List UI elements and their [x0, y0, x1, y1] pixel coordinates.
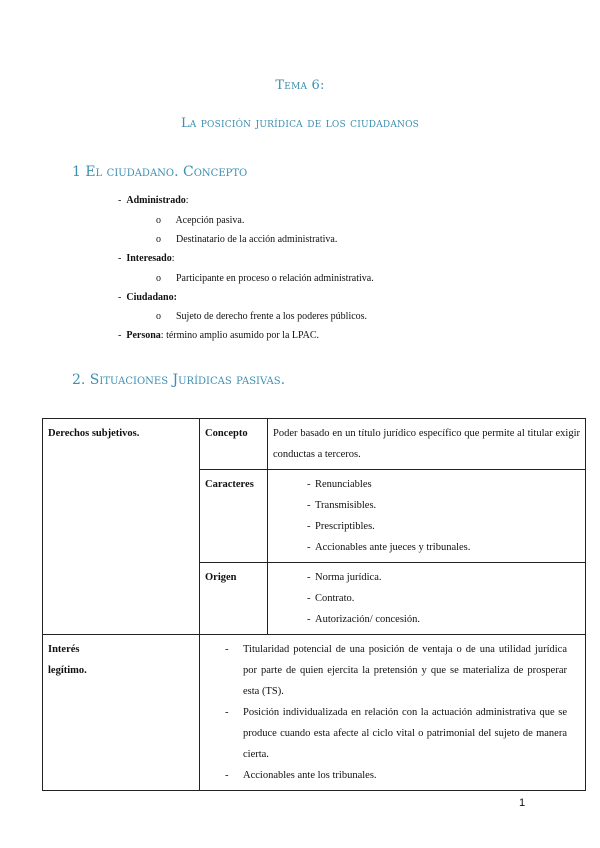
section-1-heading: 1 El ciudadano. Concepto [72, 164, 248, 180]
sub-item: o Sujeto de derecho frente a los poderes públicos. [156, 311, 368, 322]
term-administrado: Administrado [126, 195, 186, 206]
list-item: - Renunciables [273, 474, 580, 495]
interes-label-line: Interés [48, 644, 80, 655]
origen-list [268, 563, 586, 635]
list-item: - Contrato. [273, 588, 580, 609]
term-ciudadano: Ciudadano: [126, 292, 177, 303]
interes-list [200, 635, 586, 791]
term-persona: Persona [126, 330, 161, 341]
derechos-label: Derechos subjetivos. [43, 419, 200, 635]
sub-item-text: Sujeto de derecho frente a los poderes públicos. [176, 311, 368, 322]
list-item: - Prescriptibles. [273, 516, 580, 537]
sub-item: o Participante en proceso o relación administrativa. [156, 273, 374, 284]
list-item: - Titularidad potencial de una posición de ventaja o de una utilidad jurídica por parte de quien ejercita la pretensión y que se materializa de prosperar esta (TS). [225, 639, 567, 702]
table-row [43, 635, 586, 791]
concepto-label: Concepto [200, 419, 268, 470]
term-interesado: Interesado [126, 253, 172, 264]
list-item: - Administrado: [118, 195, 189, 206]
list-item: - Autorización/ concesión. [273, 609, 580, 630]
list-item: - Norma jurídica. [273, 567, 580, 588]
sub-item-text: Destinatario de la acción administrativa. [176, 234, 338, 245]
document-subtitle: La posición jurídica de los ciudadanos [180, 116, 420, 131]
term-suffix: : término amplio asumido por la LPAC. [160, 330, 320, 341]
section-2-heading: 2. Situaciones Jurídicas pasivas. [72, 372, 286, 388]
term-suffix: : [171, 253, 175, 264]
term-suffix: : [185, 195, 189, 206]
document-title: Tema 6: [275, 78, 325, 93]
list-item: - Posición individualizada en relación con la actuación administrativa que se produce cuando esta afecte al ciclo vital o patrimonial del sujeto de manera cierta. [225, 702, 567, 765]
sub-item: o Acepción pasiva. [156, 215, 245, 226]
list-item: - Interesado: [118, 253, 175, 264]
sub-item: o Destinatario de la acción administrativa. [156, 234, 338, 245]
origen-label: Origen [200, 563, 268, 635]
concepto-text: Poder basado en un título jurídico específico que permite al titular exigir conductas a terceros. [268, 419, 586, 470]
sub-item-text: Acepción pasiva. [175, 215, 245, 226]
list-item: - Transmisibles. [273, 495, 580, 516]
list-item: - Accionables ante los tribunales. [225, 765, 567, 786]
interes-label-line: legítimo. [48, 665, 87, 676]
caracteres-list [268, 470, 586, 563]
table-row [43, 419, 586, 470]
caracteres-label: Caracteres [200, 470, 268, 563]
list-item: - Persona: término amplio asumido por la LPAC. [118, 330, 320, 341]
interes-label [43, 635, 200, 791]
list-item: - Ciudadano: [118, 292, 177, 303]
list-item: - Accionables ante jueces y tribunales. [273, 537, 580, 558]
page-number: 1 [519, 797, 526, 809]
situaciones-table [42, 418, 586, 791]
sub-item-text: Participante en proceso o relación administrativa. [176, 273, 374, 284]
